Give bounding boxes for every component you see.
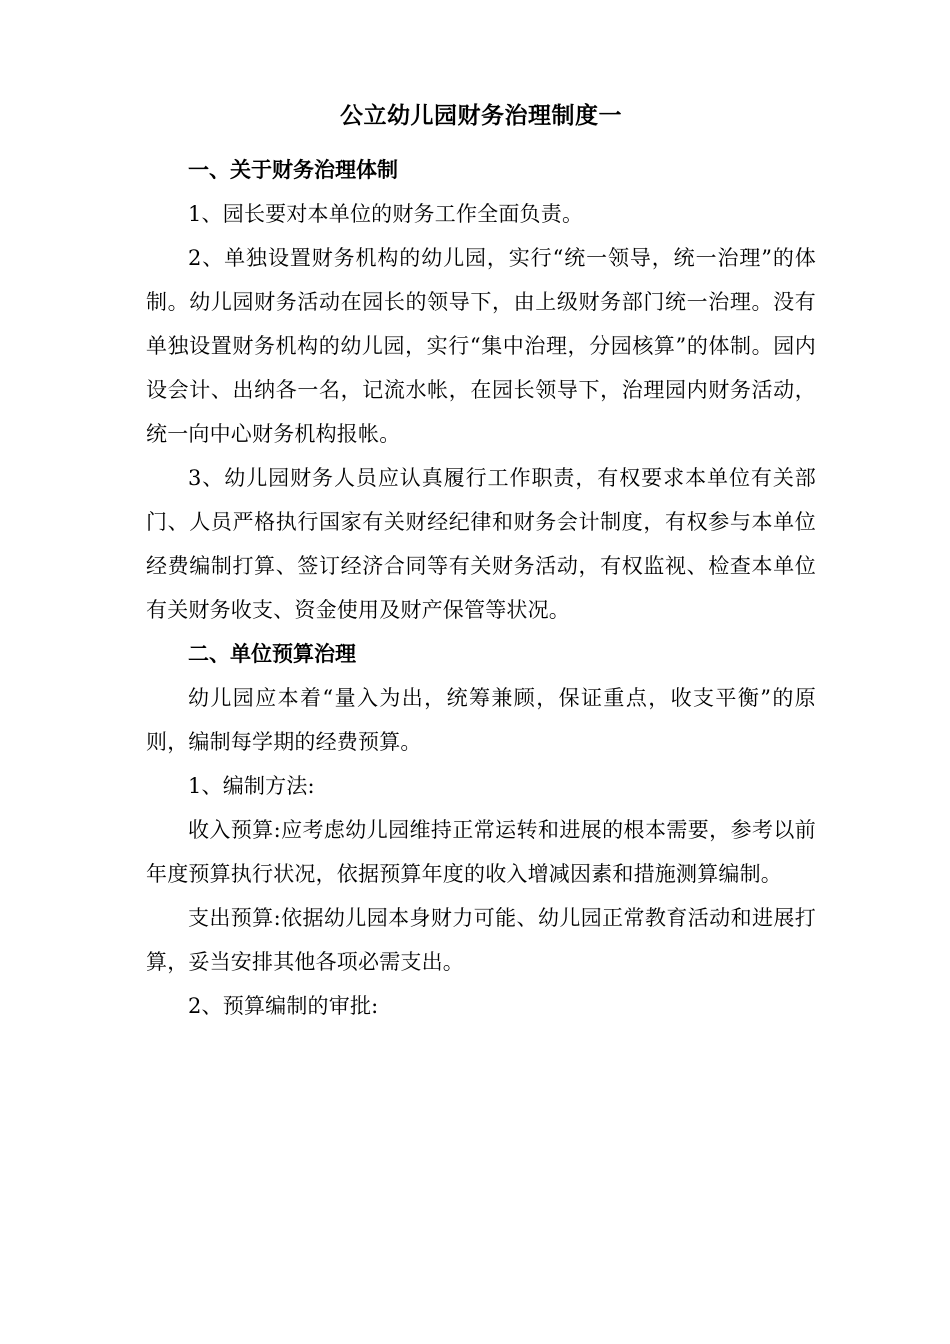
paragraph: 2、预算编制的审批:: [188, 994, 379, 1018]
paragraph: 1、编制方法:: [188, 774, 315, 798]
document-page: [146, 100, 816, 1028]
section-heading-finance-system: 一、关于财务治理体制: [188, 157, 398, 182]
paragraph: 支出预算:依据幼儿园本身财力可能、幼儿园正常教育活动和进展打算，妥当安排其他各项必需支出。: [146, 906, 816, 974]
paragraph: 幼儿园应本着“量入为出，统筹兼顾，保证重点，收支平衡”的原则，编制每学期的经费预算。: [146, 686, 816, 754]
paragraph: 2、单独设置财务机构的幼儿园，实行“统一领导，统一治理”的体制。幼儿园财务活动在园长的领导下，由上级财务部门统一治理。没有单独设置财务机构的幼儿园，实行“集中治理，分园核算”的体制。园内设会计、出纳各一名，记流水帐，在园长领导下，治理园内财务活动，统一向中心财务机构报帐。: [146, 246, 816, 446]
document-title: 公立幼儿园财务治理制度一: [340, 102, 622, 129]
paragraph: 1、园长要对本单位的财务工作全面负责。: [188, 202, 584, 226]
section-heading-budget: 二、单位预算治理: [188, 641, 356, 666]
paragraph: 收入预算:应考虑幼儿园维持正常运转和进展的根本需要，参考以前年度预算执行状况，依据预算年度的收入增减因素和措施测算编制。: [146, 818, 816, 886]
paragraph: 3、幼儿园财务人员应认真履行工作职责，有权要求本单位有关部门、人员严格执行国家有关财经纪律和财务会计制度，有权参与本单位经费编制打算、签订经济合同等有关财务活动，有权监视、检查本单位有关财务收支、资金使用及财产保管等状况。: [146, 466, 816, 622]
